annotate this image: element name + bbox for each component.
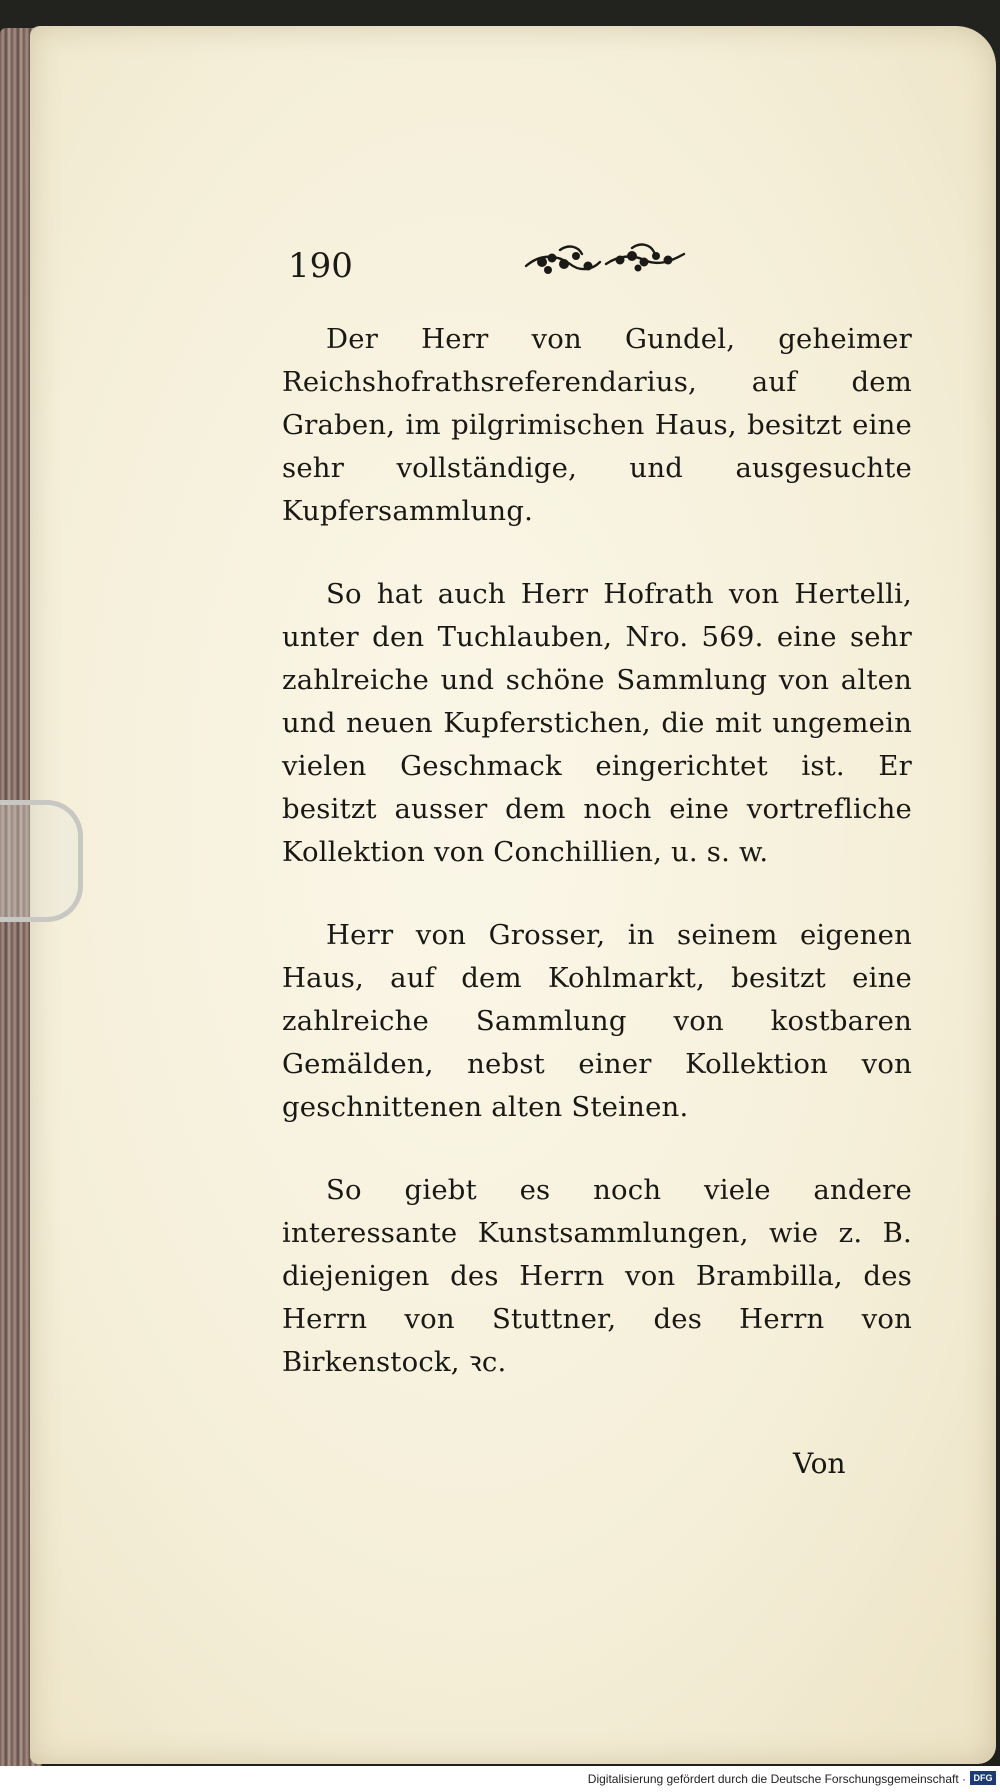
dfg-logo: DFG	[970, 1771, 996, 1785]
digitization-credit: Digitalisierung gefördert durch die Deutsche Forschungsgemeinschaft ·	[587, 1772, 966, 1786]
paragraph-other-collections: So giebt es noch viele andere interessante Kunstsammlungen, wie z. B. diejenigen des Herrn von Brambilla, des Herrn von Stuttner, des Herrn von Birkenstock, ꝛc.	[282, 1174, 912, 1378]
floral-vignette-icon	[520, 236, 690, 282]
paragraph-hertelli: So hat auch Herr Hofrath von Hertelli, unter den Tuchlauben, Nro. 569. eine sehr zahlreiche und schöne Sammlung von alten und neuen Kupferstichen, die mit ungemein vielen Geschmack eingerichtet ist. Er besitzt ausser dem noch eine vortrefliche Kollektion von Conchillien, u. s. w.	[282, 578, 912, 868]
main-text	[282, 318, 912, 1424]
page-number: 190	[288, 246, 353, 286]
paper-clip-icon	[0, 800, 83, 922]
paragraph-grosser: Herr von Grosser, in seinem eigenen Haus, auf dem Kohlmarkt, besitzt eine zahlreiche Sammlung von kostbaren Gemälden, nebst einer Kollektion von geschnittenen alten Steinen.	[282, 919, 912, 1123]
catchword: Von	[793, 1447, 846, 1480]
paragraph-gundel: Der Herr von Gundel, geheimer Reichshofrathsreferendarius, auf dem Graben, im pilgrimischen Haus, besitzt eine sehr vollständige, und ausgesuchte Kupfersammlung.	[282, 323, 912, 527]
